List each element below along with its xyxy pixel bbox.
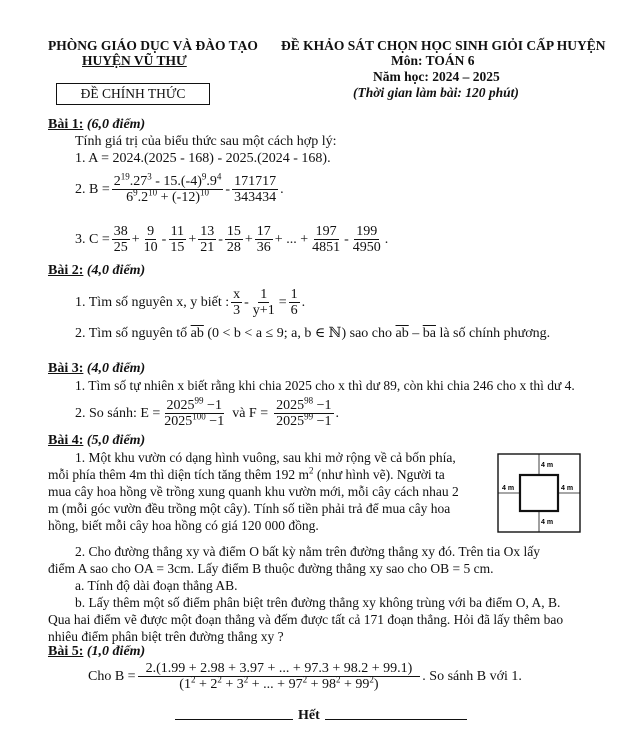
problem-3-heading	[48, 360, 145, 377]
fig-label-bottom: 4 m	[541, 519, 554, 526]
q3-dots: + ... +	[274, 232, 309, 247]
p5-fraction	[138, 661, 421, 692]
p2-ab: $\overline{ab}$	[190, 326, 204, 341]
district-name-text: HUYỆN VŨ THƯ	[82, 53, 187, 68]
end-mark: Hết	[298, 708, 320, 723]
q2-fraction-1: $\frac{2^{19}.27^3 - 15.(-4)^9.9^4}{6^9.2^{10} + (-12)^{10}}$	[113, 171, 222, 205]
footer-rule-right	[325, 719, 467, 720]
official-badge-label: ĐỀ CHÍNH THỨC	[80, 86, 186, 101]
inner-garden-square	[520, 475, 558, 511]
p2-q2-text-b: (0 < b < a ≤ 9; a, b ∈ ℕ) sao cho	[207, 326, 393, 341]
problem-1-q3: 3. C = $\frac{38}{25}$ + $\frac{9}{10}$ - $\frac{11}{15}$ + $\frac{13}{21}$ - $\frac{15}{28}$ + $\frac{17}{36}$ + ... + $\frac{197}{4851}$ - $\frac{199}{4950}$ .	[75, 224, 389, 255]
problem-2-heading	[48, 262, 145, 279]
footer-rule-left	[175, 719, 293, 720]
p5-numerator: 2.(1.99 + 2.98 + 3.97 + ... + 97.3 + 98.2 + 99.1)	[138, 661, 421, 677]
q2-fraction-2	[232, 174, 278, 205]
q2-f2-denominator: 343434	[234, 190, 277, 205]
p3-q2-label: 2. So sánh: E =	[75, 406, 161, 421]
p4-line-5: hồng, biết mỗi cây hoa hồng có giá 120 000 đồng.	[48, 518, 319, 533]
p4-line-2: mỗi phía thêm 4m thì diện tích tăng thêm 192 $m^2$ (như hình vẽ). Người ta	[48, 465, 445, 482]
p4-q2-b-line-3: nhiêu điểm phân biệt trên đường thẳng xy ?	[48, 629, 284, 644]
problem-4-title: Bài 4:	[48, 433, 84, 448]
problem-1-heading	[48, 116, 145, 133]
problem-1-points: (6,0 điểm)	[86, 117, 146, 132]
problem-5-title: Bài 5:	[48, 644, 84, 659]
p5-label: Cho B =	[88, 669, 136, 684]
problem-1-q2: 2. B = $\frac{2^{19}.27^3 - 15.(-4)^9.9^4}{6^9.2^{10} + (-12)^{10}}$ - $\frac{171717}{343434}$ .	[75, 171, 284, 205]
problem-2-points: (4,0 điểm)	[86, 263, 146, 278]
p2-ab-2: $\overline{ab}$	[395, 326, 409, 341]
p2-q2-text-c: là số chính phương.	[439, 326, 551, 341]
p4-q2-b-line-2: Qua hai điểm vẽ được một đoạn thẳng và đếm được tất cả 171 đoạn thẳng. Hỏi đã lấy thêm bao	[48, 612, 564, 627]
q2-f2-numerator: 171717	[234, 174, 277, 189]
p4-line-3: mua cây hoa hồng về trồng xung quanh khu vườn mới, mỗi cây cách nhau 2	[48, 484, 459, 499]
exam-title: ĐỀ KHẢO SÁT CHỌN HỌC SINH GIỎI CẤP HUYỆN	[281, 38, 606, 53]
p4-q2-a: a. Tính độ dài đoạn thẳng AB.	[75, 578, 238, 593]
p4-line-4: m (mỗi góc vườn đều trồng một cây). Tính số tiền phải trả để mua cây hoa	[48, 501, 451, 516]
p4-q2-line-2: điểm A sao cho OA = 3cm. Lấy điểm B thuộc đường thẳng xy sao cho OB = 5 cm.	[48, 561, 494, 576]
p4-q2-line-1: 2. Cho đường thẳng xy và điểm O bất kỳ nằm trên đường thẳng xy đó. Trên tia Ox lấy	[75, 544, 540, 559]
problem-4-heading	[48, 432, 145, 449]
p2-q1-text: 1. Tìm số nguyên x, y biết :	[75, 295, 230, 310]
q3-label: 3. C =	[75, 232, 110, 247]
p4-line-1: 1. Một khu vườn có dạng hình vuông, sau khi mở rộng về cả bốn phía,	[75, 450, 456, 465]
p4-q2-b-line-1: b. Lấy thêm một số điểm phân biệt trên đường thẳng xy không trùng với ba điểm O, A, B.	[75, 595, 561, 610]
problem-3-title: Bài 3:	[48, 361, 84, 376]
fig-label-left: 4 m	[502, 485, 515, 492]
official-badge	[56, 83, 210, 105]
problem-4-points: (5,0 điểm)	[86, 433, 146, 448]
problem-3-q2: 2. So sánh: E = $\frac{2025^{99} -1}{2025^{100} -1}$ và F = $\frac{2025^{98} -1}{2025^{99} -1}$ .	[75, 395, 340, 429]
department-name: PHÒNG GIÁO DỤC VÀ ĐÀO TẠO	[48, 38, 258, 53]
garden-figure	[497, 453, 581, 533]
problem-2-q2: 2. Tìm số nguyên tố $\overline{ab}$ (0 < b < a ≤ 9; a, b ∈ ℕ) sao cho $\overline{ab} - \overline{ba}$ là số chính phương.	[75, 326, 551, 341]
problem-2-title: Bài 2:	[48, 263, 84, 278]
problem-3-q1: 1. Tìm số tự nhiên x biết rằng khi chia 2025 cho x thì dư 89, còn khi chia 246 cho x thì dư 4.	[75, 378, 575, 393]
p2-q2-text-a: 2. Tìm số nguyên tố	[75, 326, 188, 341]
problem-3-points: (4,0 điểm)	[86, 361, 146, 376]
q2-label: 2. B =	[75, 182, 110, 197]
problem-5-points: (1,0 điểm)	[86, 644, 146, 659]
problem-1-title: Bài 1:	[48, 117, 84, 132]
fig-label-top: 4 m	[541, 462, 554, 469]
problem-1-q1: 1. A = 2024.(2025 - 168) - 2025.(2024 - 168).	[75, 151, 331, 166]
problem-5-heading	[48, 643, 145, 660]
subject: Môn: TOÁN 6	[391, 53, 475, 68]
p5-tail: . So sánh B với 1.	[422, 669, 522, 684]
problem-2-q1: 1. Tìm số nguyên x, y biết : $\frac{x}{3}$ - $\frac{1}{y+1}$ = $\frac{1}{6}$ .	[75, 287, 306, 318]
p5-denominator: ($1^2 + 2^2 + 3^2$ + ... + $97^2 + 98^2 + 99^2$)	[179, 674, 379, 692]
p2-ba: $\overline{ba}$	[422, 326, 436, 341]
district-name	[82, 52, 187, 69]
problem-5-expression	[88, 661, 522, 692]
p3-q2-and: và F =	[232, 406, 269, 421]
problem-1-intro: Tính giá trị của biểu thức sau một cách hợp lý:	[75, 134, 337, 149]
school-year: Năm học: 2024 – 2025	[373, 69, 500, 84]
fig-label-right: 4 m	[561, 485, 574, 492]
time-limit: (Thời gian làm bài: 120 phút)	[353, 85, 519, 100]
